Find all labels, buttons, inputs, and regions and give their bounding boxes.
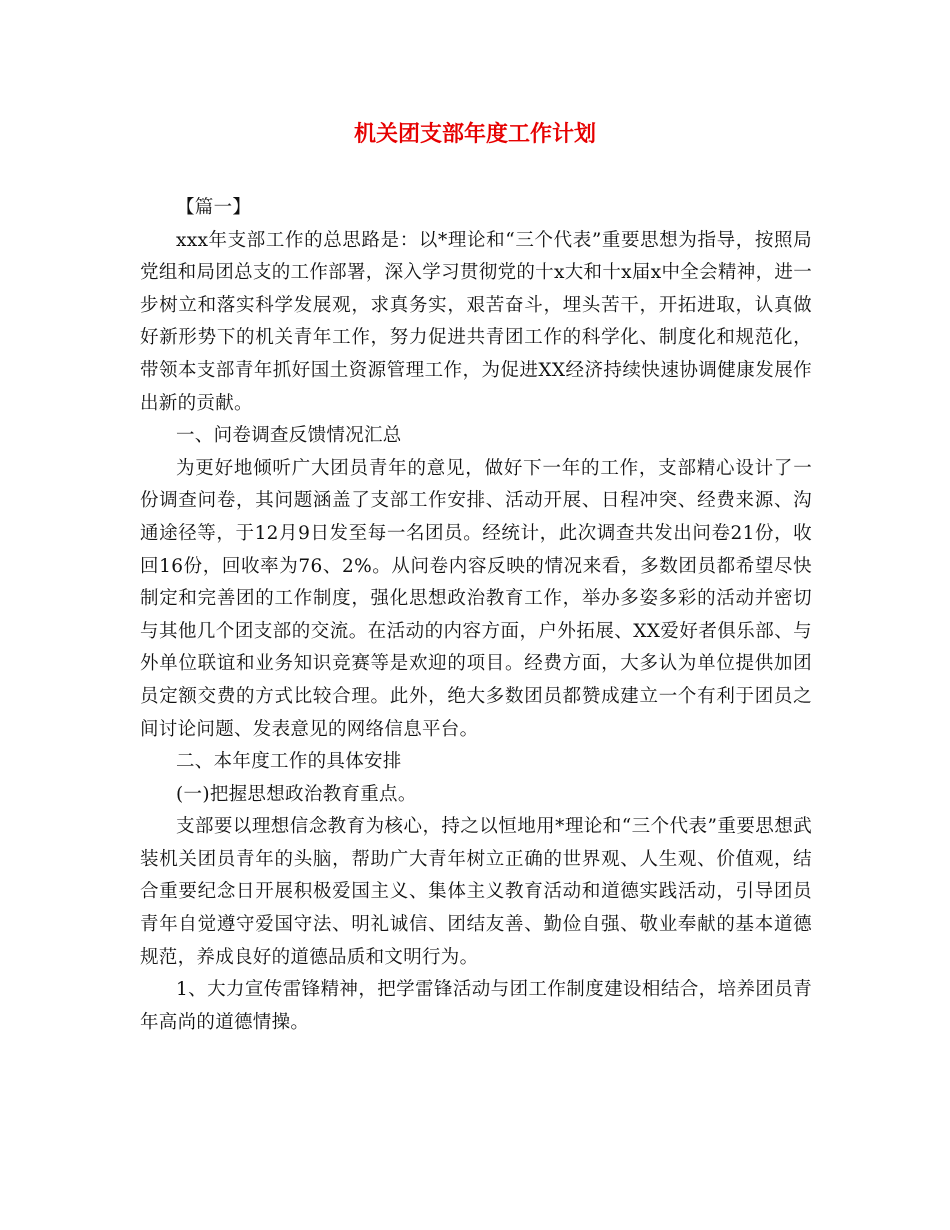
section-heading-arrangement: 二、本年度工作的具体安排 — [176, 751, 402, 773]
section-heading-survey: 一、问卷调查反馈情况汇总 — [176, 425, 402, 447]
subheading-ideology: (一)把握思想政治教育重点。 — [176, 783, 417, 805]
paragraph-survey: 为更好地倾听广大团员青年的意见，做好下一年的工作，支部精心设计了一份调查问卷，其问题涵盖了支部工作安排、活动开展、日程冲突、经费来源、沟通途径等，于12月9日发至每一名团员。经统计，此次调查共发出问卷21份，收回16份，回收率为76、2%。从问卷内容反映的情况来看，多数团员都希望尽快制定和完善团的工作制度，强化思想政治教育工作，举办多姿多彩的活动并密切与其他几个团支部的交流。在活动的内容方面，户外拓展、XX爱好者俱乐部、与外单位联谊和业务知识竞赛等是欢迎的项目。经费方面，大多认为单位提供加团员定额交费的方式比较合理。此外，绝大多数团员都赞成建立一个有利于团员之间讨论问题、发表意见的网络信息平台。 — [140, 457, 812, 740]
section-heading-part-one: 【篇一】 — [176, 197, 252, 218]
document-body — [140, 192, 812, 1039]
document-title: 机关团支部年度工作计划 — [353, 122, 596, 147]
paragraph-item-1: 1、大力宣传雷锋精神，把学雷锋活动与团工作制度建设相结合，培养团员青年高尚的道德情操。 — [140, 979, 812, 1033]
paragraph-overview: xxx年支部工作的总思路是：以*理论和“三个代表”重要思想为指导，按照局党组和局团总支的工作部署，深入学习贯彻党的十x大和十x届x中全会精神，进一步树立和落实科学发展观，求真务实，艰苦奋斗，埋头苦干，开拓进取，认真做好新形势下的机关青年工作，努力促进共青团工作的科学化、制度化和规范化，带领本支部青年抓好国土资源管理工作，为促进XX经济持续快速协调健康发展作出新的贡献。 — [140, 229, 812, 414]
paragraph-ideology: 支部要以理想信念教育为核心，持之以恒地用*理论和“三个代表”重要思想武装机关团员青年的头脑，帮助广大青年树立正确的世界观、人生观、价值观，结合重要纪念日开展积极爱国主义、集体主义教育活动和道德实践活动，引导团员青年自觉遵守爱国守法、明礼诚信、团结友善、勤俭自强、敬业奉献的基本道德规范，养成良好的道德品质和文明行为。 — [140, 816, 812, 968]
